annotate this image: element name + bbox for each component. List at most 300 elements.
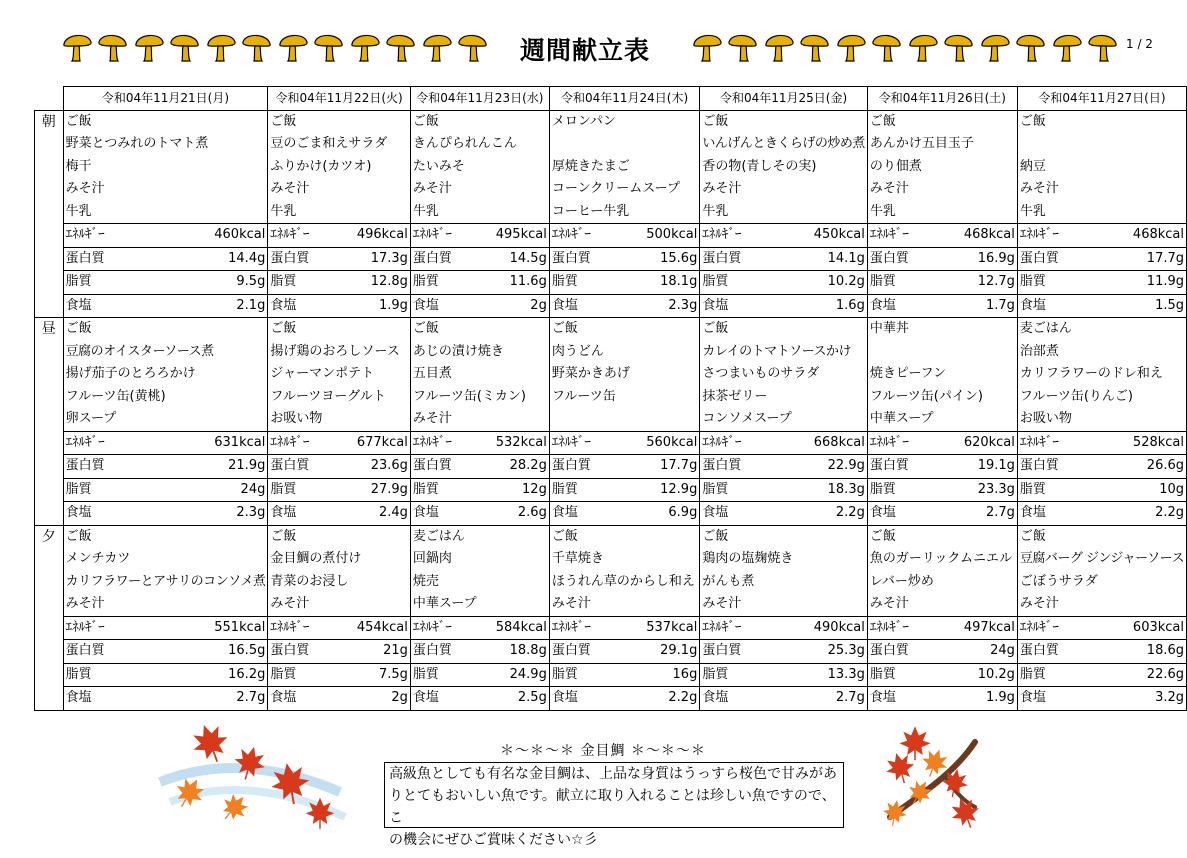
date-header: 令和04年11月26日(土) xyxy=(867,87,1017,111)
dish-cell: ご飯 xyxy=(700,110,868,133)
nutrient-value: 10g xyxy=(1106,478,1186,502)
nutrient-value: 16g xyxy=(628,663,700,687)
nutrient-label: 脂質 xyxy=(867,478,945,502)
meal-label-cont xyxy=(35,640,64,664)
dish-cell: 豆腐バーグ ジンジャーソース xyxy=(1017,548,1186,571)
nutrient-label: 食塩 xyxy=(700,502,788,526)
mushroom-icon xyxy=(99,35,126,61)
maple-leaf-icon xyxy=(187,722,234,768)
nutrient-value: 468kcal xyxy=(1106,224,1186,248)
nutrient-value: 497kcal xyxy=(946,616,1018,640)
dish-cell: 麦ごはん xyxy=(1017,318,1186,341)
nutrient-value: 21g xyxy=(341,640,410,664)
nutrient-value: 528kcal xyxy=(1106,431,1186,455)
corner-cell xyxy=(35,87,64,111)
nutrient-label: 食塩 xyxy=(1017,294,1106,318)
nutrient-value: 2.7g xyxy=(171,687,268,711)
page-number: 1 / 2 xyxy=(1126,37,1153,51)
dish-cell: カリフラワーのドレ和え xyxy=(1017,363,1186,386)
dish-cell: お吸い物 xyxy=(1017,408,1186,431)
meal-label-cont xyxy=(35,478,64,502)
nutrient-label: 脂質 xyxy=(549,663,628,687)
dish-cell: 牛乳 xyxy=(63,201,268,224)
nutrient-label: 蛋白質 xyxy=(549,640,628,664)
dish-cell: みそ汁 xyxy=(410,178,549,201)
dish-cell: みそ汁 xyxy=(63,593,268,616)
dish-cell: みそ汁 xyxy=(867,178,1017,201)
nutrient-label: 脂質 xyxy=(63,271,171,295)
nutrient-value: 19.1g xyxy=(946,455,1018,479)
nutrient-label: 食塩 xyxy=(1017,687,1106,711)
dish-cell: ご飯 xyxy=(549,525,700,548)
meal-label-cont xyxy=(35,431,64,455)
meal-label-cont xyxy=(35,571,64,594)
mushroom-border-right-icon xyxy=(692,30,1132,64)
dish-cell: いんげんときくらげの炒め煮 xyxy=(700,133,868,156)
dish-cell: 金目鯛の煮付け xyxy=(268,548,411,571)
nutrient-value: 26.6g xyxy=(1106,455,1186,479)
dish-cell: コーンクリームスープ xyxy=(549,178,700,201)
maple-branch-icon xyxy=(875,722,985,834)
nutrient-value: 620kcal xyxy=(946,431,1018,455)
nutrient-value: 490kcal xyxy=(788,616,867,640)
nutrient-label: ｴﾈﾙｷﾞｰ xyxy=(1017,616,1106,640)
meal-label-cont xyxy=(35,133,64,156)
header xyxy=(0,0,1187,70)
dish-cell: ご飯 xyxy=(700,525,868,548)
dish-cell: 牛乳 xyxy=(268,201,411,224)
nutrient-label: 食塩 xyxy=(700,294,788,318)
nutrient-value: 454kcal xyxy=(341,616,410,640)
dish-cell: 野菜とつみれのトマト煮 xyxy=(63,133,268,156)
dish-cell: 牛乳 xyxy=(867,201,1017,224)
nutrient-value: 10.2g xyxy=(788,271,867,295)
dish-cell xyxy=(549,408,700,431)
dish-cell: お吸い物 xyxy=(268,408,411,431)
nutrient-label: ｴﾈﾙｷﾞｰ xyxy=(410,224,481,248)
nutrient-label: 蛋白質 xyxy=(549,455,628,479)
nutrient-value: 631kcal xyxy=(171,431,268,455)
dish-cell: みそ汁 xyxy=(268,178,411,201)
dish-cell: 牛乳 xyxy=(410,201,549,224)
nutrient-label: 蛋白質 xyxy=(1017,247,1106,271)
dish-cell: 回鍋肉 xyxy=(410,548,549,571)
dish-cell: 揚げ鶏のおろしソース xyxy=(268,341,411,364)
nutrient-value: 12.8g xyxy=(341,271,410,295)
dish-cell: ご飯 xyxy=(63,318,268,341)
meal-label-cont xyxy=(35,386,64,409)
nutrient-label: ｴﾈﾙｷﾞｰ xyxy=(549,616,628,640)
nutrient-label: ｴﾈﾙｷﾞｰ xyxy=(63,616,171,640)
nutrient-label: 食塩 xyxy=(63,687,171,711)
nutrient-label: 脂質 xyxy=(1017,663,1106,687)
meal-label-cont xyxy=(35,593,64,616)
nutrient-value: 560kcal xyxy=(628,431,700,455)
nutrient-value: 2.2g xyxy=(788,502,867,526)
nutrient-value: 1.9g xyxy=(341,294,410,318)
dish-cell: みそ汁 xyxy=(549,593,700,616)
nutrient-label: 脂質 xyxy=(410,478,481,502)
dish-cell: がんも煮 xyxy=(700,571,868,594)
dish-cell: 肉うどん xyxy=(549,341,700,364)
dish-cell: レバー炒め xyxy=(867,571,1017,594)
dish-cell: メロンパン xyxy=(549,110,700,133)
dish-cell: フルーツ缶(黄桃) xyxy=(63,386,268,409)
meal-label-cont xyxy=(35,201,64,224)
nutrient-label: 脂質 xyxy=(410,663,481,687)
nutrient-value: 450kcal xyxy=(788,224,867,248)
mushroom-icon xyxy=(136,35,163,61)
nutrient-label: 蛋白質 xyxy=(268,455,341,479)
dish-cell: 牛乳 xyxy=(1017,201,1186,224)
meal-label: 夕 xyxy=(35,525,64,548)
nutrient-value: 496kcal xyxy=(341,224,410,248)
nutrient-label: 蛋白質 xyxy=(1017,455,1106,479)
maple-leaf-icon xyxy=(882,749,918,787)
nutrient-label: 脂質 xyxy=(867,271,945,295)
dish-cell: フルーツヨーグルト xyxy=(268,386,411,409)
nutrient-label: ｴﾈﾙｷﾞｰ xyxy=(867,224,945,248)
nutrient-label: 脂質 xyxy=(1017,478,1106,502)
nutrient-value: 24.9g xyxy=(481,663,549,687)
nutrient-value: 10.2g xyxy=(946,663,1018,687)
nutrient-value: 17.7g xyxy=(628,455,700,479)
dish-cell: 野菜かきあげ xyxy=(549,363,700,386)
dish-cell: ご飯 xyxy=(268,110,411,133)
nutrient-value: 2.4g xyxy=(341,502,410,526)
nutrient-label: 食塩 xyxy=(549,502,628,526)
nutrient-label: 蛋白質 xyxy=(63,640,171,664)
nutrient-value: 2.7g xyxy=(946,502,1018,526)
mushroom-icon xyxy=(945,35,972,61)
dish-cell: みそ汁 xyxy=(1017,178,1186,201)
nutrient-value: 22.6g xyxy=(1106,663,1186,687)
dish-cell: 香の物(青しその実) xyxy=(700,156,868,179)
meal-label-cont xyxy=(35,502,64,526)
nutrient-value: 7.5g xyxy=(341,663,410,687)
nutrient-label: 蛋白質 xyxy=(268,640,341,664)
dish-cell: 牛乳 xyxy=(700,201,868,224)
dish-cell: ふりかけ(カツオ) xyxy=(268,156,411,179)
dish-cell: ごぼうサラダ xyxy=(1017,571,1186,594)
nutrient-value: 25.3g xyxy=(788,640,867,664)
maple-leaf-icon xyxy=(150,722,350,832)
dish-cell: ご飯 xyxy=(410,110,549,133)
mushroom-icon xyxy=(208,35,235,61)
dish-cell: フルーツ缶(ミカン) xyxy=(410,386,549,409)
nutrient-label: ｴﾈﾙｷﾞｰ xyxy=(867,431,945,455)
date-header: 令和04年11月24日(木) xyxy=(549,87,700,111)
weekly-menu-table xyxy=(34,86,1187,711)
nutrient-value: 2.7g xyxy=(788,687,867,711)
dish-cell: 五目煮 xyxy=(410,363,549,386)
dish-cell: あじの漬け焼き xyxy=(410,341,549,364)
mushroom-icon xyxy=(1054,35,1081,61)
nutrient-value: 16.5g xyxy=(171,640,268,664)
nutrient-value: 21.9g xyxy=(171,455,268,479)
nutrient-label: ｴﾈﾙｷﾞｰ xyxy=(700,431,788,455)
meal-label-cont xyxy=(35,294,64,318)
dish-cell: 中華スープ xyxy=(410,593,549,616)
meal-label-cont xyxy=(35,178,64,201)
dish-cell: 梅干 xyxy=(63,156,268,179)
dish-cell: みそ汁 xyxy=(1017,593,1186,616)
nutrient-label: 蛋白質 xyxy=(700,640,788,664)
dish-cell: きんぴられんこん xyxy=(410,133,549,156)
dish-cell: ご飯 xyxy=(268,525,411,548)
mushroom-icon xyxy=(838,35,865,61)
nutrient-value: 13.3g xyxy=(788,663,867,687)
nutrient-value: 22.9g xyxy=(788,455,867,479)
nutrient-label: 蛋白質 xyxy=(410,455,481,479)
nutrient-value: 15.6g xyxy=(628,247,700,271)
dish-cell: ご飯 xyxy=(1017,525,1186,548)
dish-cell: ご飯 xyxy=(549,318,700,341)
nutrient-value: 468kcal xyxy=(946,224,1018,248)
nutrient-value: 668kcal xyxy=(788,431,867,455)
nutrient-value: 16.9g xyxy=(946,247,1018,271)
nutrient-value: 12g xyxy=(481,478,549,502)
mushroom-icon xyxy=(910,35,937,61)
nutrient-value: 500kcal xyxy=(628,224,700,248)
mushroom-icon xyxy=(243,35,270,61)
dish-cell: フルーツ缶(パイン) xyxy=(867,386,1017,409)
dish-cell: コーヒー牛乳 xyxy=(549,201,700,224)
maple-leaf-icon xyxy=(881,798,909,828)
nutrient-value: 603kcal xyxy=(1106,616,1186,640)
nutrient-label: 食塩 xyxy=(410,294,481,318)
nutrient-label: 蛋白質 xyxy=(63,247,171,271)
nutrient-value: 495kcal xyxy=(481,224,549,248)
date-header: 令和04年11月25日(金) xyxy=(700,87,868,111)
meal-label-cont xyxy=(35,663,64,687)
nutrient-value: 2.5g xyxy=(481,687,549,711)
nutrient-label: 食塩 xyxy=(867,502,945,526)
nutrient-label: 食塩 xyxy=(549,294,628,318)
meal-label-cont xyxy=(35,363,64,386)
nutrient-label: 食塩 xyxy=(410,502,481,526)
nutrient-label: 食塩 xyxy=(63,294,171,318)
nutrient-value: 584kcal xyxy=(481,616,549,640)
dish-cell: ご飯 xyxy=(700,318,868,341)
date-header: 令和04年11月27日(日) xyxy=(1017,87,1186,111)
meal-label-cont xyxy=(35,156,64,179)
nutrient-value: 17.3g xyxy=(341,247,410,271)
note-line: りとてもおいしい魚です。献立に取り入れることは珍しい魚ですので、こ xyxy=(389,788,836,826)
nutrient-value: 2.2g xyxy=(628,687,700,711)
dish-cell: ご飯 xyxy=(867,110,1017,133)
dish-cell: コンソメスープ xyxy=(700,408,868,431)
nutrient-value: 2.3g xyxy=(628,294,700,318)
nutrient-label: ｴﾈﾙｷﾞｰ xyxy=(268,224,341,248)
nutrient-value: 29.1g xyxy=(628,640,700,664)
nutrient-value: 16.2g xyxy=(171,663,268,687)
nutrient-label: 食塩 xyxy=(63,502,171,526)
nutrient-value: 18.8g xyxy=(481,640,549,664)
nutrient-value: 551kcal xyxy=(171,616,268,640)
dish-cell xyxy=(867,341,1017,364)
dish-cell: 卵スープ xyxy=(63,408,268,431)
nutrient-value: 2.2g xyxy=(1106,502,1186,526)
mushroom-icon xyxy=(352,35,379,61)
dish-cell: ジャーマンポテト xyxy=(268,363,411,386)
nutrient-value: 3.2g xyxy=(1106,687,1186,711)
mushroom-border-left-icon xyxy=(62,30,502,64)
dish-cell: みそ汁 xyxy=(63,178,268,201)
dish-cell: ご飯 xyxy=(63,110,268,133)
nutrient-label: 脂質 xyxy=(549,478,628,502)
maple-leaf-icon xyxy=(899,726,930,760)
mushroom-icon xyxy=(171,35,198,61)
nutrient-value: 2.6g xyxy=(481,502,549,526)
mushroom-icon xyxy=(280,35,307,61)
dish-cell xyxy=(1017,133,1186,156)
nutrient-label: 食塩 xyxy=(867,294,945,318)
nutrient-label: 蛋白質 xyxy=(700,455,788,479)
mushroom-icon xyxy=(729,35,756,61)
dish-cell: 揚げ茄子のとろろかけ xyxy=(63,363,268,386)
nutrient-value: 18.3g xyxy=(788,478,867,502)
nutrient-label: 脂質 xyxy=(1017,271,1106,295)
nutrient-label: 食塩 xyxy=(700,687,788,711)
nutrient-value: 11.9g xyxy=(1106,271,1186,295)
nutrient-label: 蛋白質 xyxy=(410,247,481,271)
nutrient-value: 23.3g xyxy=(946,478,1018,502)
dish-cell: みそ汁 xyxy=(268,593,411,616)
dish-cell: カレイのトマトソースかけ xyxy=(700,341,868,364)
dish-cell: 豆のごま和えサラダ xyxy=(268,133,411,156)
nutrient-value: 11.6g xyxy=(481,271,549,295)
meal-label-cont xyxy=(35,408,64,431)
nutrient-label: 食塩 xyxy=(268,687,341,711)
dish-cell: 焼売 xyxy=(410,571,549,594)
maple-leaf-icon xyxy=(939,767,970,800)
nutrient-label: ｴﾈﾙｷﾞｰ xyxy=(549,431,628,455)
nutrient-value: 677kcal xyxy=(341,431,410,455)
nutrient-label: 脂質 xyxy=(63,478,171,502)
dish-cell: みそ汁 xyxy=(700,178,868,201)
nutrient-value: 1.6g xyxy=(788,294,867,318)
nutrient-value: 27.9g xyxy=(341,478,410,502)
nutrient-label: 蛋白質 xyxy=(410,640,481,664)
nutrient-value: 17.7g xyxy=(1106,247,1186,271)
nutrient-label: ｴﾈﾙｷﾞｰ xyxy=(268,616,341,640)
dish-cell: のり佃煮 xyxy=(867,156,1017,179)
dish-cell: 中華丼 xyxy=(867,318,1017,341)
nutrient-label: 蛋白質 xyxy=(549,247,628,271)
nutrient-label: 食塩 xyxy=(410,687,481,711)
nutrient-label: 脂質 xyxy=(700,663,788,687)
nutrient-label: ｴﾈﾙｷﾞｰ xyxy=(700,224,788,248)
nutrient-label: ｴﾈﾙｷﾞｰ xyxy=(268,431,341,455)
nutrient-label: 蛋白質 xyxy=(867,247,945,271)
mushroom-icon xyxy=(766,35,793,61)
dish-cell: たいみそ xyxy=(410,156,549,179)
note-box xyxy=(384,762,844,848)
nutrient-label: 食塩 xyxy=(867,687,945,711)
dish-cell: ご飯 xyxy=(867,525,1017,548)
dish-cell: みそ汁 xyxy=(867,593,1017,616)
dish-cell: あんかけ五目玉子 xyxy=(867,133,1017,156)
mushroom-icon xyxy=(982,35,1009,61)
mushroom-icon xyxy=(1017,35,1044,61)
nutrient-label: 脂質 xyxy=(63,663,171,687)
page-title: 週間献立表 xyxy=(520,36,651,65)
mushroom-icon xyxy=(1089,35,1116,61)
nutrient-value: 12.7g xyxy=(946,271,1018,295)
nutrient-value: 2.3g xyxy=(171,502,268,526)
dish-cell: ご飯 xyxy=(410,318,549,341)
dish-cell: 抹茶ゼリー xyxy=(700,386,868,409)
meal-label-cont xyxy=(35,616,64,640)
nutrient-value: 14.5g xyxy=(481,247,549,271)
dish-cell: ご飯 xyxy=(63,525,268,548)
dish-cell: 厚焼きたまご xyxy=(549,156,700,179)
dish-cell: ご飯 xyxy=(1017,110,1186,133)
mushroom-icon xyxy=(315,35,342,61)
nutrient-value: 2g xyxy=(481,294,549,318)
nutrient-value: 9.5g xyxy=(171,271,268,295)
meal-label-cont xyxy=(35,687,64,711)
nutrient-label: 蛋白質 xyxy=(268,247,341,271)
mushroom-icon xyxy=(694,35,721,61)
nutrient-value: 2g xyxy=(341,687,410,711)
dish-cell xyxy=(549,133,700,156)
mushroom-icon xyxy=(873,35,900,61)
nutrient-label: 脂質 xyxy=(268,663,341,687)
nutrient-value: 18.1g xyxy=(628,271,700,295)
nutrient-value: 18.6g xyxy=(1106,640,1186,664)
nutrient-label: ｴﾈﾙｷﾞｰ xyxy=(700,616,788,640)
nutrient-label: ｴﾈﾙｷﾞｰ xyxy=(63,224,171,248)
nutrient-value: 1.9g xyxy=(946,687,1018,711)
mushroom-icon xyxy=(424,35,451,61)
nutrient-label: 蛋白質 xyxy=(63,455,171,479)
mushroom-icon xyxy=(801,35,828,61)
nutrient-label: 蛋白質 xyxy=(867,455,945,479)
meal-label-cont xyxy=(35,271,64,295)
nutrient-label: ｴﾈﾙｷﾞｰ xyxy=(63,431,171,455)
nutrient-value: 24g xyxy=(171,478,268,502)
dish-cell: カリフラワーとアサリのコンソメ煮 xyxy=(63,571,268,594)
nutrient-label: 食塩 xyxy=(268,502,341,526)
dish-cell: 納豆 xyxy=(1017,156,1186,179)
mushroom-icon xyxy=(64,35,91,61)
nutrient-value: 14.1g xyxy=(788,247,867,271)
dish-cell: さつまいものサラダ xyxy=(700,363,868,386)
mushroom-icon xyxy=(387,35,414,61)
meal-label-cont xyxy=(35,455,64,479)
nutrient-value: 24g xyxy=(946,640,1018,664)
nutrient-label: 蛋白質 xyxy=(700,247,788,271)
dish-cell: 焼きピーフン xyxy=(867,363,1017,386)
nutrient-label: 脂質 xyxy=(549,271,628,295)
nutrient-label: 脂質 xyxy=(410,271,481,295)
nutrient-label: 脂質 xyxy=(268,271,341,295)
dish-cell: 青菜のお浸し xyxy=(268,571,411,594)
dish-cell: 魚のガーリックムニエル xyxy=(867,548,1017,571)
dish-cell: ほうれん草のからし和え xyxy=(549,571,700,594)
nutrient-label: 脂質 xyxy=(867,663,945,687)
mushroom-icon xyxy=(459,35,486,61)
meal-label: 昼 xyxy=(35,318,64,341)
nutrient-label: 食塩 xyxy=(549,687,628,711)
nutrient-label: 蛋白質 xyxy=(867,640,945,664)
dish-cell: 麦ごはん xyxy=(410,525,549,548)
nutrient-value: 28.2g xyxy=(481,455,549,479)
nutrient-value: 23.6g xyxy=(341,455,410,479)
date-header: 令和04年11月23日(水) xyxy=(410,87,549,111)
